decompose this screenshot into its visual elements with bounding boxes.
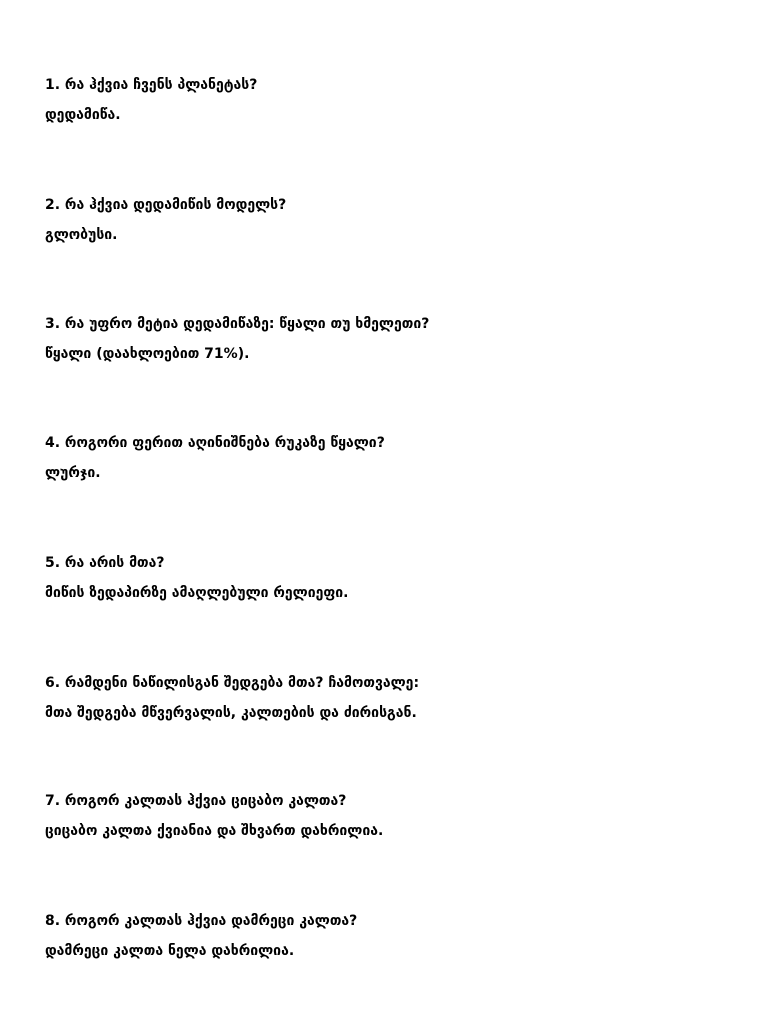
question-6: 6. რამდენი ნაწილისგან შედგება მთა? ჩამოთვალე: [45,675,420,691]
answer-1: დედამიწა. [45,107,121,123]
qa-item-4 [45,434,745,482]
answer-7: ციცაბო კალთა ქვიანია და შხვართ დახრილია. [45,823,384,839]
question-4: 4. როგორი ფერით აღინიშნება რუკაზე წყალი? [45,435,385,451]
answer-3: წყალი (დაახლოებით 71%). [45,346,250,362]
qa-item-3 [45,315,745,363]
answer-8: დამრეცი კალთა ნელა დახრილია. [45,943,295,959]
qa-item-6 [45,674,745,722]
answer-4: ლურჯი. [45,465,101,481]
qa-item-1 [45,76,745,124]
question-5: 5. რა არის მთა? [45,555,165,571]
qa-item-2 [45,196,745,244]
answer-5: მიწის ზედაპირზე ამაღლებული რელიეფი. [45,585,349,601]
question-2: 2. რა ჰქვია დედამიწის მოდელს? [45,197,287,213]
question-3: 3. რა უფრო მეტია დედამიწაზე: წყალი თუ ხმელეთი? [45,316,430,332]
question-7: 7. როგორ კალთას ჰქვია ციცაბო კალთა? [45,793,347,809]
qa-item-5 [45,554,745,602]
question-1: 1. რა ჰქვია ჩვენს პლანეტას? [45,77,258,93]
qa-item-7 [45,792,745,840]
question-8: 8. როგორ კალთას ჰქვია დამრეცი კალთა? [45,913,358,929]
answer-2: გლობუსი. [45,227,118,243]
qa-item-8 [45,912,745,960]
answer-6: მთა შედგება მწვერვალის, კალთების და ძირისგან. [45,705,417,721]
